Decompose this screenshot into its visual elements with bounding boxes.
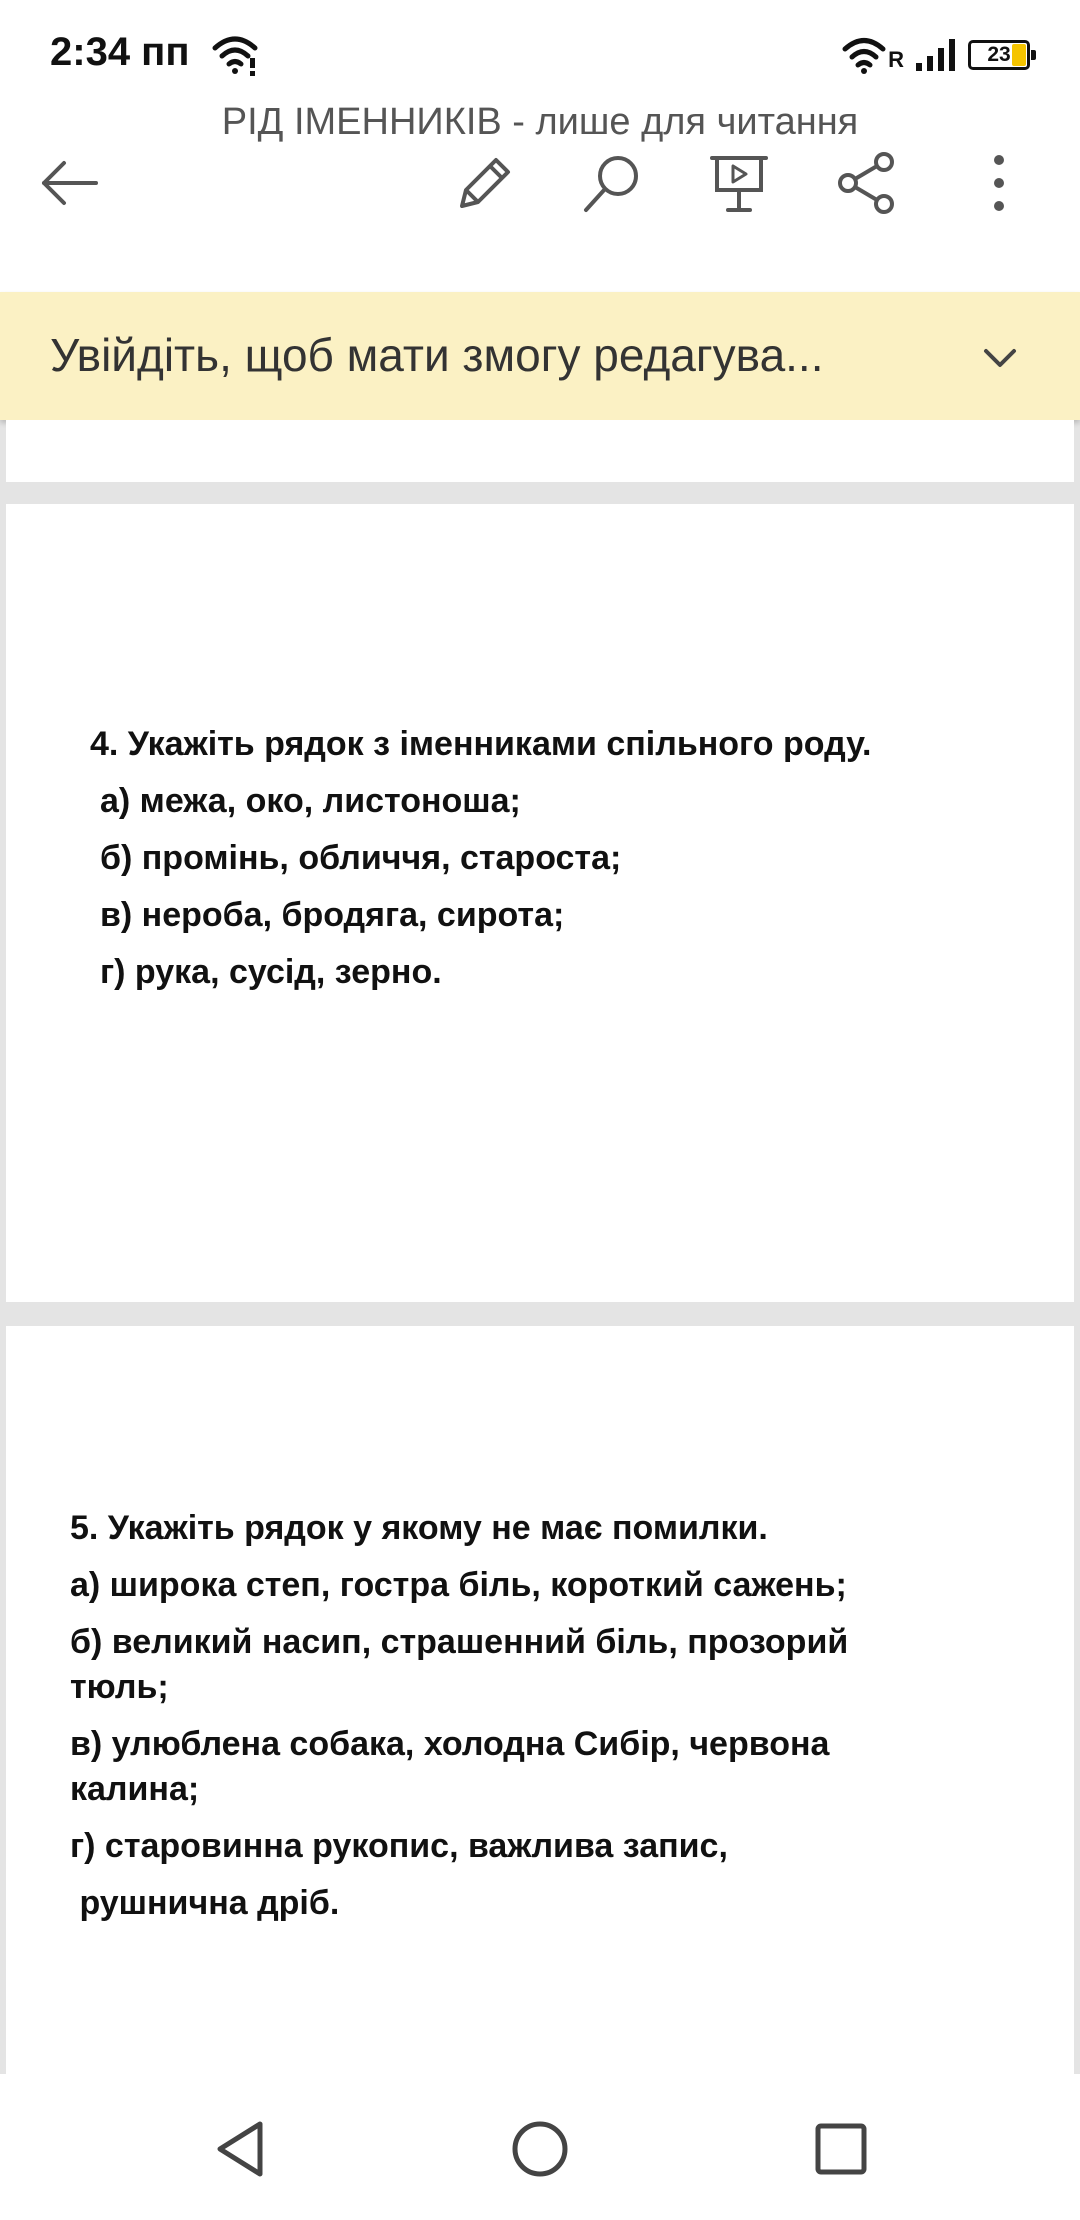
question-5-option-b-line1: б) великий насип, страшенний біль, прозорий — [70, 1623, 849, 1661]
document-page-previous — [6, 420, 1074, 482]
recents-square-icon[interactable] — [806, 2114, 876, 2184]
search-icon[interactable] — [578, 148, 648, 218]
battery-level — [1012, 44, 1026, 66]
toolbar — [0, 101, 1080, 292]
question-5-option-d-line2: рушнична дріб. — [70, 1884, 340, 1922]
question-5-option-c-line1: в) улюблена собака, холодна Сибір, червона — [70, 1725, 830, 1763]
chevron-down-icon[interactable] — [978, 336, 1022, 380]
question-4-option-b: б) промінь, обличчя, староста; — [100, 839, 622, 877]
signal-icon — [914, 37, 958, 73]
share-icon[interactable] — [832, 148, 902, 218]
question-5-title: 5. Укажіть рядок у якому не має помилки. — [70, 1509, 768, 1547]
question-5-option-d-line1: г) старовинна рукопис, важлива запис, — [70, 1827, 728, 1865]
document-title: РІД ІМЕННИКІВ - лише для читання — [221, 101, 859, 143]
status-indicators — [842, 34, 1030, 76]
banner-text: Увійдіть, щоб мати змогу редагува... — [50, 329, 824, 381]
status-time: 2:34 пп — [50, 30, 190, 74]
wifi-icon — [212, 34, 258, 76]
question-4-option-a: а) межа, око, листоноша; — [100, 782, 521, 820]
status-bar — [0, 0, 1080, 110]
home-circle-icon[interactable] — [505, 2114, 575, 2184]
question-4-option-c: в) нероба, бродяга, сирота; — [100, 896, 565, 934]
question-5-option-a: а) широка степ, гостра біль, короткий сажень; — [70, 1566, 847, 1604]
back-arrow-icon[interactable] — [34, 148, 104, 218]
question-4-title: 4. Укажіть рядок з іменниками спільного роду. — [90, 725, 872, 763]
battery-icon — [968, 40, 1030, 70]
question-5-option-b-line2: тюль; — [70, 1668, 169, 1706]
wifi-icon — [842, 35, 886, 75]
question-4 — [90, 716, 871, 1001]
question-5 — [70, 1506, 848, 1926]
roaming-indicator: R — [888, 47, 904, 72]
sign-in-banner[interactable] — [0, 292, 1080, 420]
back-triangle-icon[interactable] — [206, 2114, 276, 2184]
presentation-icon[interactable] — [704, 148, 774, 218]
pencil-icon[interactable] — [448, 148, 518, 218]
document-page-question-4 — [6, 504, 1074, 1302]
question-4-option-d: г) рука, сусід, зерно. — [100, 953, 442, 991]
question-5-option-c-line2: калина; — [70, 1770, 200, 1808]
document-page-question-5 — [6, 1326, 1074, 2074]
navigation-bar — [0, 2074, 1080, 2220]
battery-percent: 23 — [987, 43, 1011, 66]
more-vertical-icon[interactable] — [964, 148, 1034, 218]
